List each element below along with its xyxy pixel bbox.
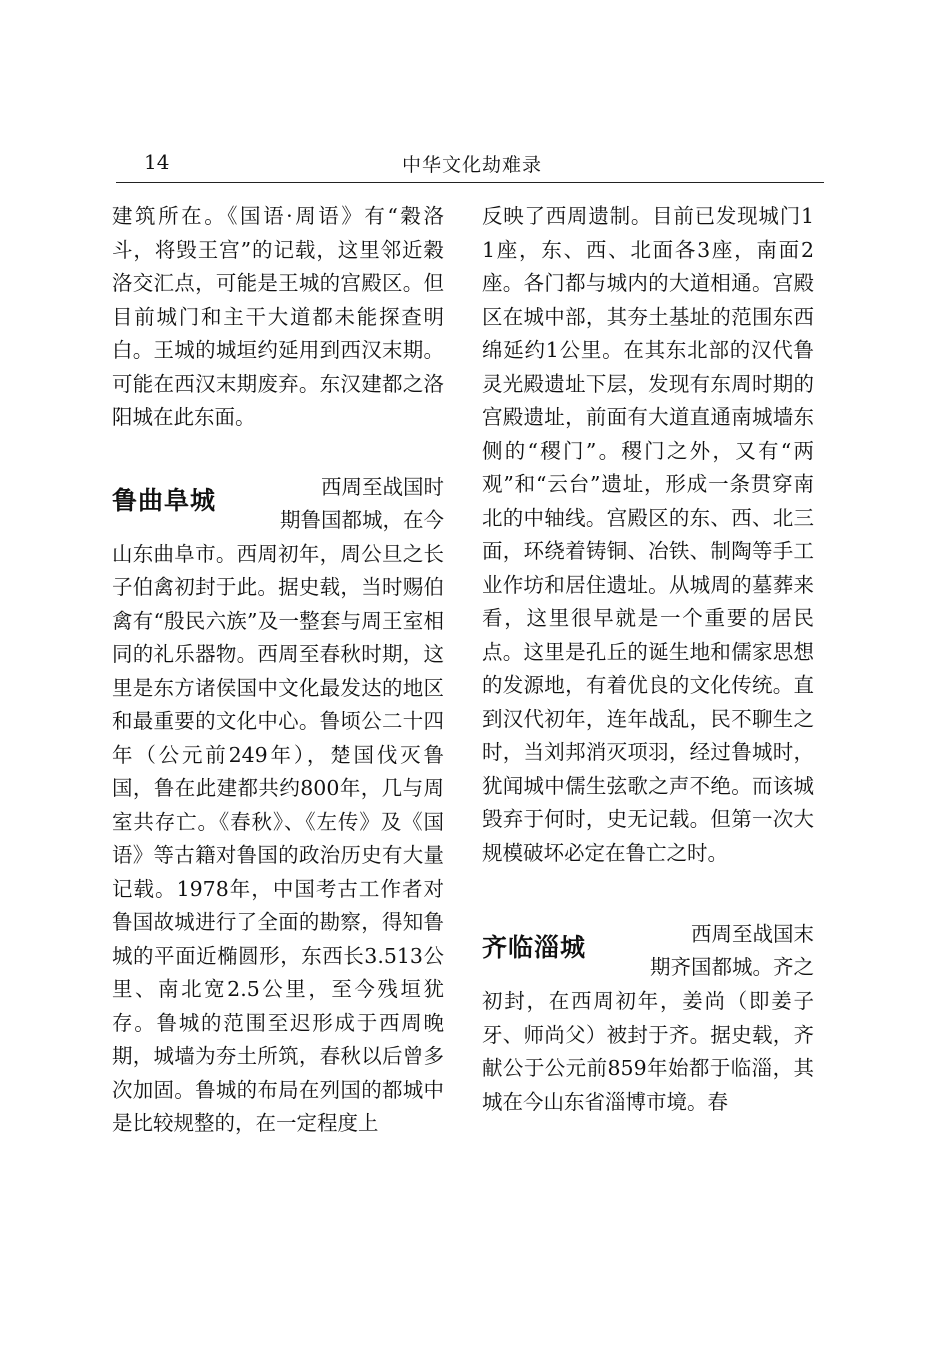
section-body: 山东曲阜市。西周初年，周公旦之长子伯禽初封于此。据史载，当时赐伯禽有“殷民六族”及一整套与周王室相同的礼乐器物。西周至春秋时期，这里是东方诸侯国中文化最发达的地区和最重要的文化中心。鲁顷公二十四年（公元前249年），楚国伐灭鲁国，鲁在此建都共约800年，几与周室共存亡。《春秋》、《左传》及《国语》等古籍对鲁国的政治历史有大量记载。1978年，中国考古工作者对鲁国故城进行了全面的勘察，得知鲁城的平面近椭圆形，东西长3.513公里、南北宽2.5公里，至今残垣犹存。鲁城的范围至迟形成于西周晚期，城墙为夯土所筑，春秋以后曾多次加固。鲁城的布局在列国的都城中是比较规整的，在一定程度上 [112, 541, 444, 1135]
section-heading [482, 918, 814, 985]
section-qi-linzi [482, 918, 814, 1119]
left-column [112, 200, 444, 1141]
section-title: 鲁曲阜城 [112, 485, 217, 515]
header-rule [116, 182, 824, 183]
section-subtitle-line1: 西周至战国末 [691, 922, 814, 946]
section-subtitle-line2: 期鲁国都城，在今 [280, 507, 444, 532]
section-heading [112, 471, 444, 538]
section-body: 初封，在西周初年，姜尚（即姜子牙、师尚父）被封于齐。据史载，齐献公于公元前859年始都于临淄，其城在今山东省淄博市境。春 [482, 989, 814, 1114]
running-header-title: 中华文化劫难录 [402, 154, 543, 176]
right-column [482, 200, 814, 1119]
page-number: 14 [144, 150, 170, 174]
section-subtitle-line1: 西周至战国时 [321, 474, 444, 499]
section-title: 齐临淄城 [482, 933, 587, 962]
section-lu-qufu [112, 471, 444, 1141]
continued-paragraph: 反映了西周遗制。目前已发现城门11座，东、西、北面各3座，南面2座。各门都与城内的大道相通。宫殿区在城中部，其夯土基址的范围东西绵延约1公里。在其东北部的汉代鲁灵光殿遗址下层，发现有东周时期的宫殿遗址，前面有大道直通南城墙东侧的“稷门”。稷门之外，又有“两观”和“云台”遗址，形成一条贯穿南北的中轴线。宫殿区的东、西、北三面，环绕着铸铜、冶铁、制陶等手工业作坊和居住遗址。从城周的墓葬来看，这里很早就是一个重要的居民点。这里是孔丘的诞生地和儒家思想的发源地，有着优良的文化传统。直到汉代初年，连年战乱，民不聊生之时，当刘邦消灭项羽，经过鲁城时，犹闻城中儒生弦歌之声不绝。而该城毁弃于何时，史无记载。但第一次大规模破坏必定在鲁亡之时。 [482, 204, 814, 865]
section-subtitle-line2: 期齐国都城。齐之 [650, 955, 814, 979]
intro-paragraph: 建筑所在。《国语·周语》有“穀洛斗，将毁王宫”的记载，这里邻近穀洛交汇点，可能是王城的宫殿区。但目前城门和主干大道都未能探查明白。王城的城垣约延用到西汉末期。可能在西汉末期废弃。东汉建都之洛阳城在此东面。 [112, 204, 444, 429]
